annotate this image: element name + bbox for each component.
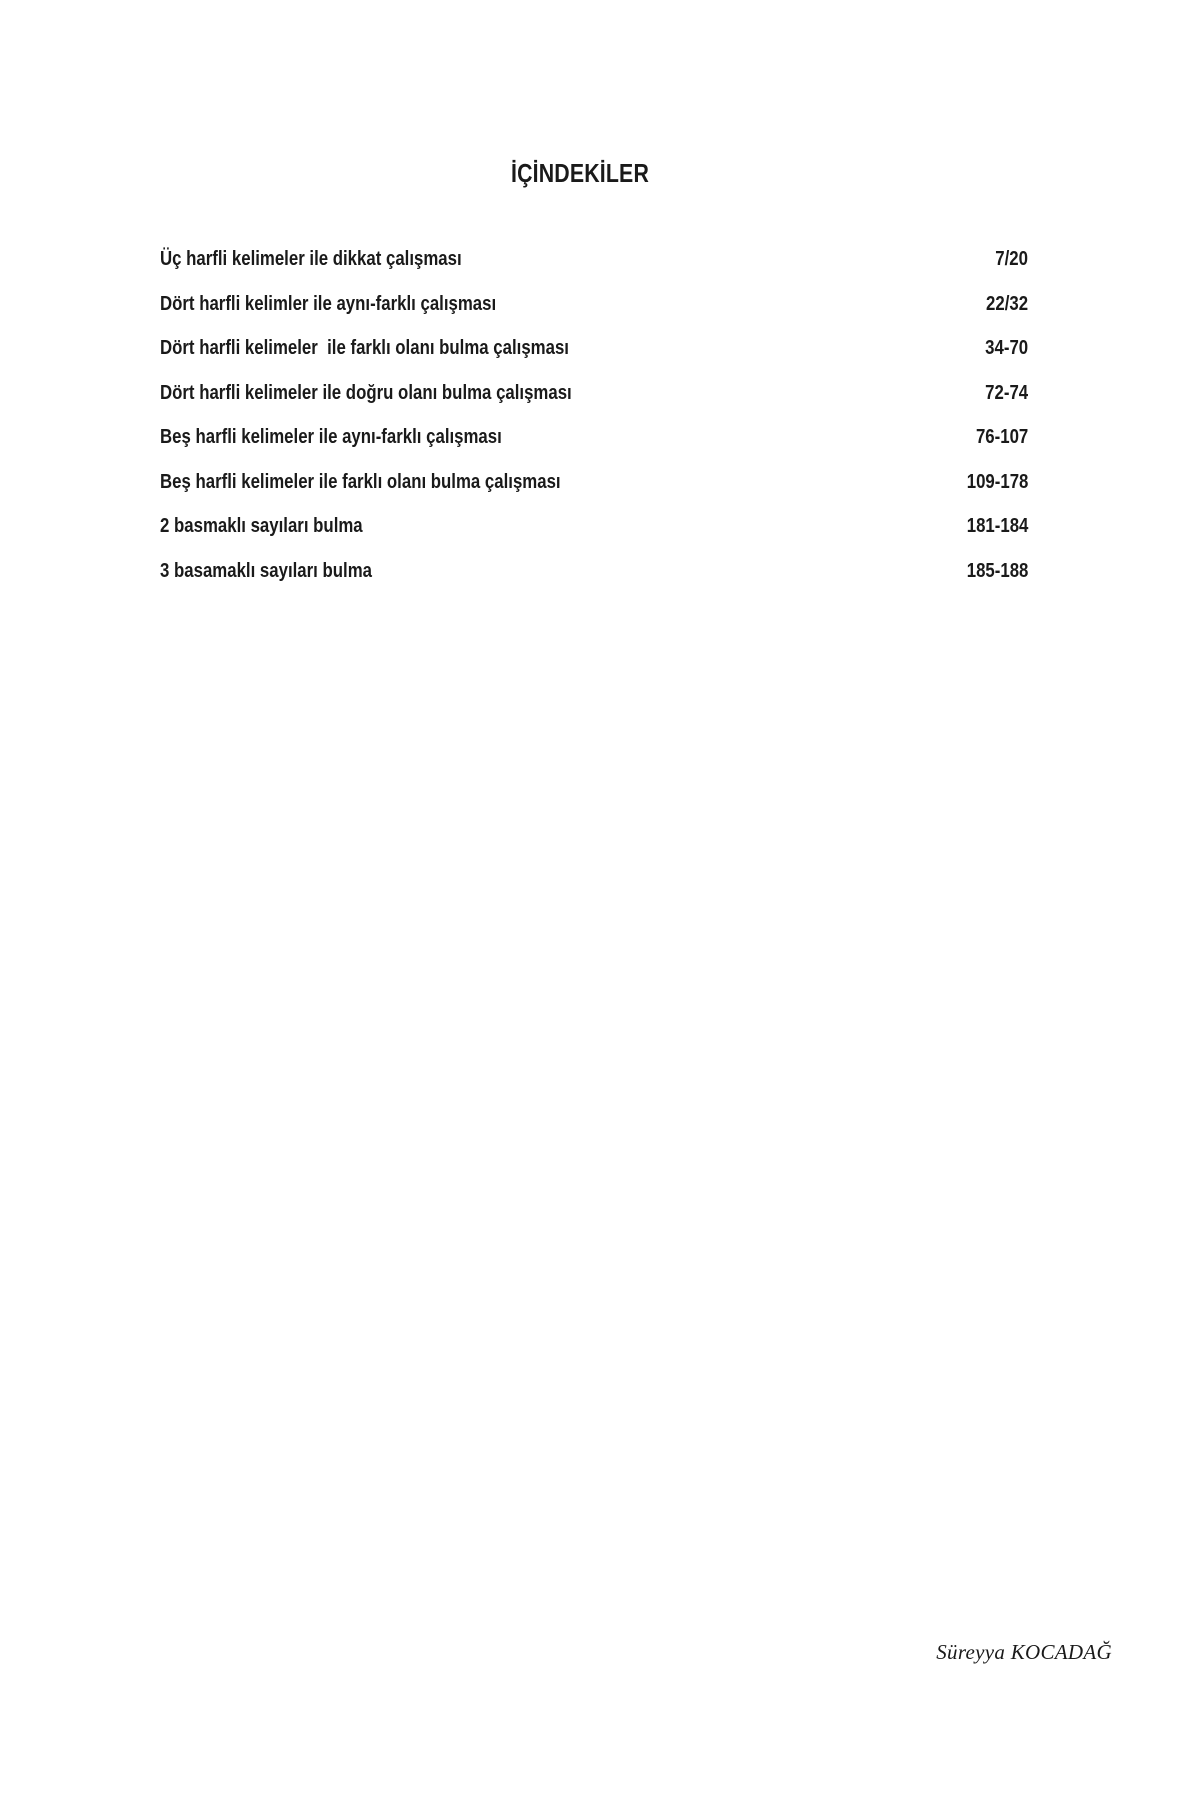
toc-entry-label: Beş harfli kelimeler ile farklı olanı bulma çalışması bbox=[160, 470, 561, 493]
toc-entry-label: 2 basmaklı sayıları bulma bbox=[160, 515, 363, 537]
toc-entry bbox=[160, 515, 1028, 560]
toc-entry-pages: 109-178 bbox=[966, 470, 1028, 493]
toc-entry bbox=[160, 293, 1028, 338]
toc-entry-pages: 22/32 bbox=[985, 292, 1028, 315]
toc-entry-label: Beş harfli kelimeler ile aynı-farklı çalışması bbox=[160, 426, 502, 448]
toc-entry-label: Dört harfli kelimeler ile doğru olanı bulma çalışması bbox=[160, 381, 572, 404]
toc-list bbox=[160, 248, 1028, 604]
toc-entry bbox=[160, 382, 1028, 427]
toc-entry-label: 3 basamaklı sayıları bulma bbox=[160, 559, 372, 582]
toc-title: İÇİNDEKİLER bbox=[510, 158, 650, 188]
toc-entry-pages: 7/20 bbox=[995, 248, 1028, 270]
toc-entry-pages: 72-74 bbox=[985, 381, 1028, 404]
author-signature: Süreyya KOCADAĞ bbox=[936, 1640, 1112, 1664]
toc-entry-label: Dört harfli kelimeler ile farklı olanı bulma çalışması bbox=[160, 337, 569, 359]
toc-entry bbox=[160, 471, 1028, 516]
toc-entry bbox=[160, 560, 1028, 605]
toc-entry-label: Dört harfli kelimler ile aynı-farklı çalışması bbox=[160, 292, 497, 315]
toc-entry bbox=[160, 426, 1028, 471]
toc-entry-pages: 76-107 bbox=[975, 426, 1028, 448]
toc-entry-pages: 34-70 bbox=[985, 337, 1028, 359]
toc-entry-pages: 185-188 bbox=[966, 559, 1028, 582]
toc-entry bbox=[160, 248, 1028, 293]
toc-entry bbox=[160, 337, 1028, 382]
toc-entry-label: Üç harfli kelimeler ile dikkat çalışması bbox=[160, 248, 462, 270]
toc-entry-pages: 181-184 bbox=[966, 515, 1028, 537]
